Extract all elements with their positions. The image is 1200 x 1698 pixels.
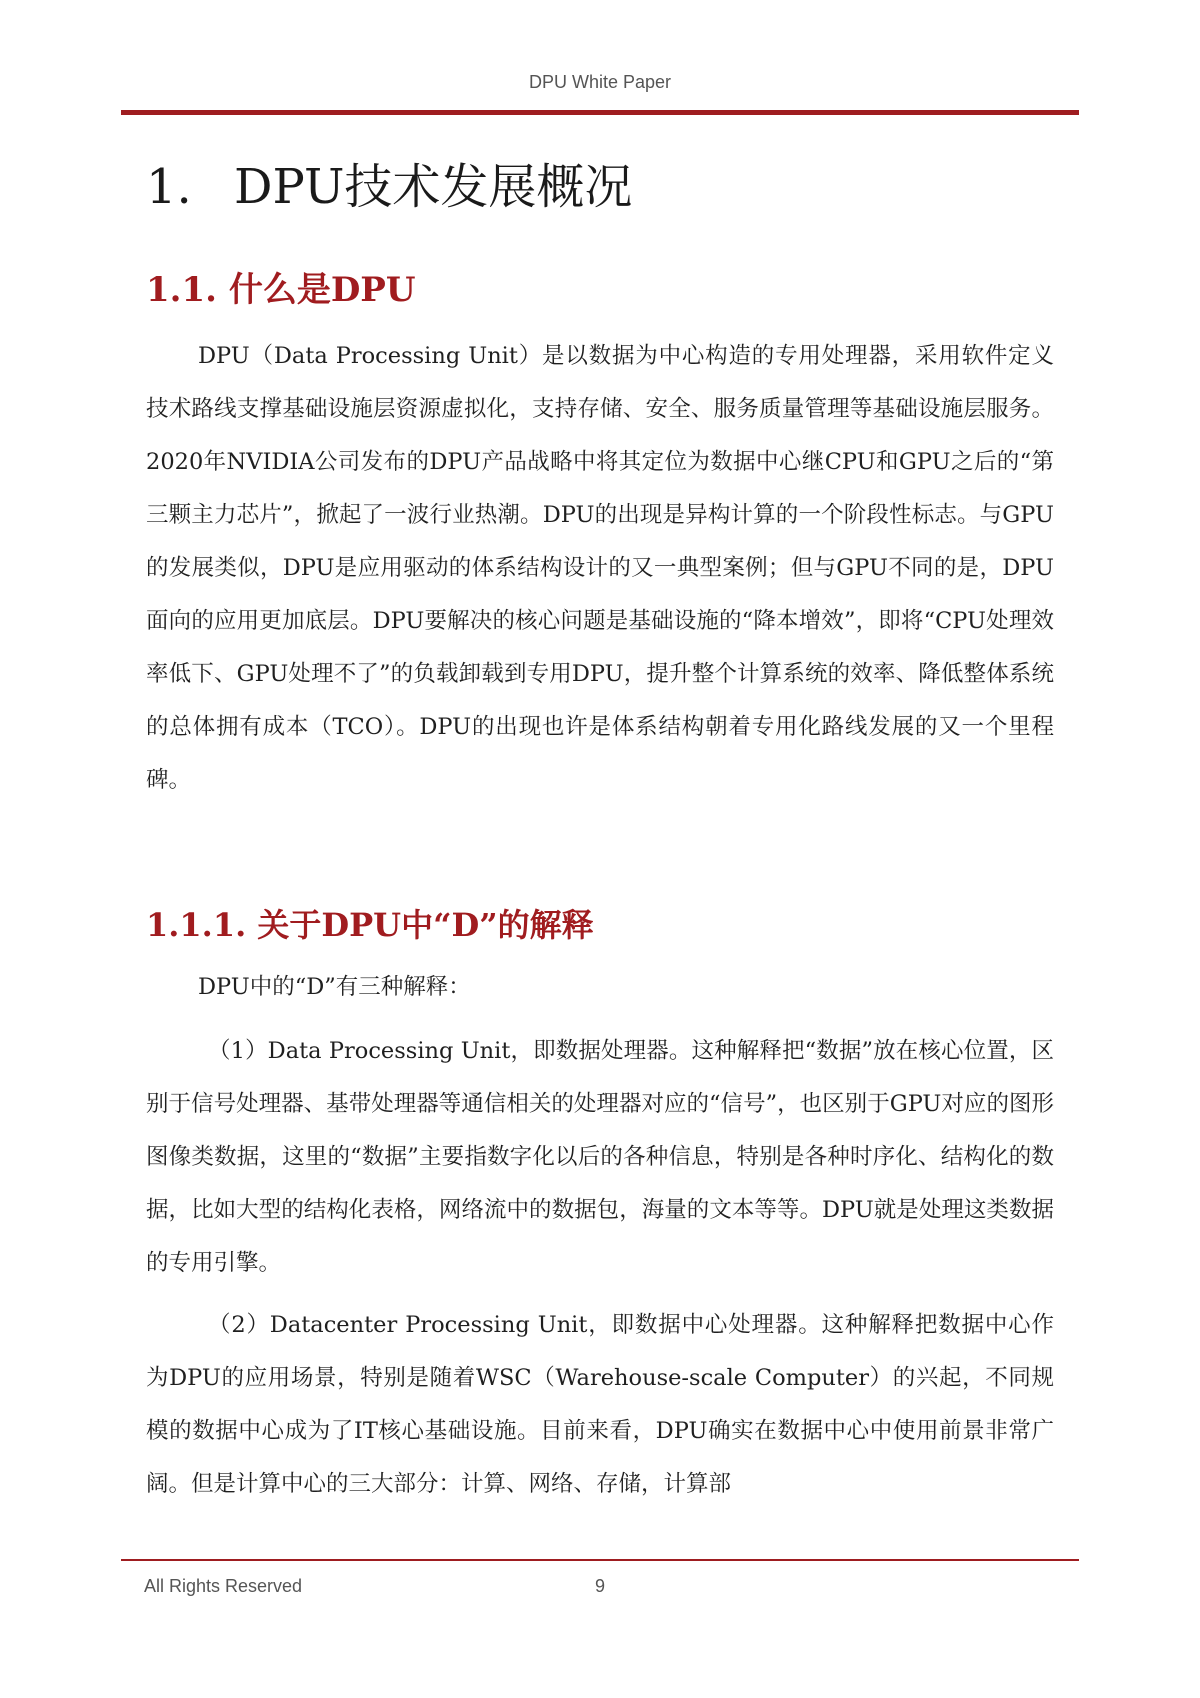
section-title: DPU技术发展概况	[234, 159, 633, 215]
section-heading	[146, 148, 632, 217]
section-number: 1.	[146, 159, 192, 215]
list-item-paragraph: （2）Datacenter Processing Unit，即数据中心处理器。这种解释把数据中心作为DPU的应用场景，特别是随着WSC（Warehouse-scale Computer）的兴起，不同规模的数据中心成为了IT核心基础设施。目前来看，DPU确实在数据中心中使用前景非常广阔。但是计算中心的三大部分：计算、网络、存储，计算部	[146, 1312, 1054, 1497]
subsection-heading: 1.1. 什么是DPU	[146, 270, 416, 310]
list-item-paragraph: （1）Data Processing Unit，即数据处理器。这种解释把“数据”放在核心位置，区别于信号处理器、基带处理器等通信相关的处理器对应的“信号”，也区别于GPU对应的图形图像类数据，这里的“数据”主要指数字化以后的各种信息，特别是各种时序化、结构化的数据，比如大型的结构化表格，网络流中的数据包，海量的文本等等。DPU就是处理这类数据的专用引擎。	[146, 1038, 1054, 1276]
subsubsection-heading: 1.1.1. 关于DPU中“D”的解释	[146, 906, 594, 944]
header-divider	[121, 110, 1079, 115]
running-header-title: DPU White Paper	[528, 72, 672, 92]
intro-paragraph: DPU中的“D”有三种解释：	[198, 974, 471, 1000]
footer-rights: All Rights Reserved	[144, 1576, 303, 1596]
footer-divider	[121, 1559, 1079, 1561]
page-number: 9	[594, 1576, 605, 1596]
body-paragraph: DPU（Data Processing Unit）是以数据为中心构造的专用处理器，采用软件定义技术路线支撑基础设施层资源虚拟化，支持存储、安全、服务质量管理等基础设施层服务。2020年NVIDIA公司发布的DPU产品战略中将其定位为数据中心继CPU和GPU之后的“第三颗主力芯片”，掀起了一波行业热潮。DPU的出现是异构计算的一个阶段性标志。与GPU的发展类似，DPU是应用驱动的体系结构设计的又一典型案例；但与GPU不同的是，DPU面向的应用更加底层。DPU要解决的核心问题是基础设施的“降本增效”，即将“CPU处理效率低下、GPU处理不了”的负载卸载到专用DPU，提升整个计算系统的效率、降低整体系统的总体拥有成本（TCO）。DPU的出现也许是体系结构朝着专用化路线发展的又一个里程碑。	[146, 343, 1054, 793]
